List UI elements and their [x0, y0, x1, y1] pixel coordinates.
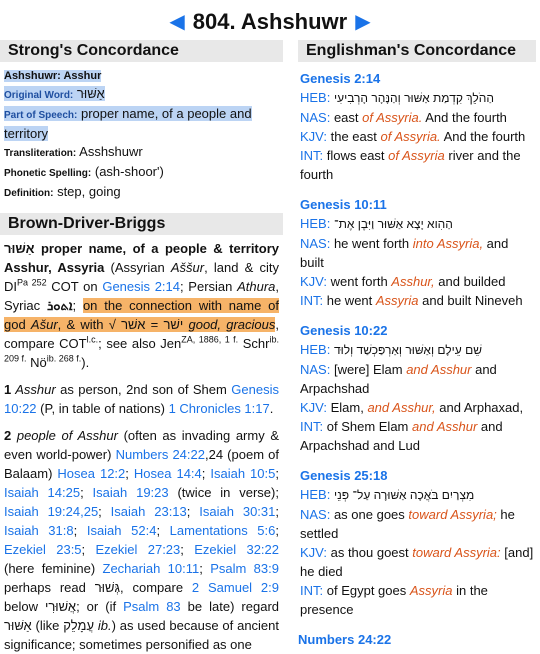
int-text: river and the fourth: [300, 148, 521, 182]
left-column: [0, 40, 283, 652]
nas-line: [300, 108, 534, 127]
concordance-entry: [300, 196, 534, 310]
nas-text: as one goes: [330, 507, 409, 522]
heb-text: מִצְרַיִם בֹּאֲכָה אַשּׁוּרָה עַל־ פְּנֵי: [333, 488, 475, 502]
concordance-entry: [300, 70, 534, 184]
kjv-text: as thou goest: [326, 545, 413, 560]
bdb-hebrew: אֲשׁוּרִי: [44, 599, 77, 614]
bdb-ref-link[interactable]: Ezekiel 32:22: [194, 542, 280, 557]
bdb-text: ;: [72, 298, 83, 313]
kjv-text: [and] he died: [300, 545, 534, 579]
int-text: and built Nineveh: [418, 293, 523, 308]
bdb-ref-link[interactable]: Ezekiel 23:5: [4, 542, 82, 557]
pos-label: Part of Speech:: [4, 110, 78, 121]
bdb-text: as person, 2nd son of Shem: [55, 382, 232, 397]
nas-text: and Arpachshad: [300, 362, 497, 396]
bdb-text: ib.: [94, 618, 112, 633]
kjv-line: [300, 398, 534, 417]
kjv-highlight: of Assyria.: [380, 129, 441, 144]
kjv-highlight: and Asshur,: [367, 400, 436, 415]
bdb-ref-link[interactable]: Lamentations 5:6: [169, 523, 276, 538]
next-entry-ref[interactable]: Numbers 24:22: [298, 632, 392, 647]
bdb-text: ;: [80, 485, 93, 500]
nas-label: NAS:: [300, 362, 331, 377]
int-highlight: of Assyria: [388, 148, 445, 163]
nas-highlight: of Assyria.: [362, 110, 423, 125]
nas-text: and built: [300, 236, 509, 270]
bdb-text: (twice in verse);: [168, 485, 279, 500]
original-word: אַשּׁוּר: [76, 86, 105, 101]
nas-text: he went forth: [330, 236, 413, 251]
int-text: and Arpachshad and Lud: [300, 419, 503, 453]
bdb-highlight: on the connection with name of god: [4, 298, 279, 332]
nas-line: [300, 234, 534, 272]
nas-label: NAS:: [300, 507, 331, 522]
entry-ref-link[interactable]: Genesis 10:11: [300, 197, 387, 212]
bdb-text: ;: [156, 523, 170, 538]
int-line: [300, 146, 534, 184]
bdb-sense-number: 1: [4, 382, 12, 397]
bdb-highlight: good, gracious: [183, 317, 276, 332]
int-label: INT:: [300, 293, 324, 308]
int-line: [300, 581, 534, 619]
bdb-sup: ZA, 1886, 1 f.: [181, 334, 239, 345]
bdb-text: ,24 (poem of Balaam): [4, 447, 279, 481]
englishman-header: Englishman's Concordance: [298, 40, 536, 62]
bdb-highlight-hebrew: ישׁר: [163, 317, 184, 332]
bdb-text: ;: [180, 542, 195, 557]
bdb-text: ;: [275, 466, 279, 481]
int-text: of Shem Elam: [323, 419, 412, 434]
bdb-highlight: Ašur: [30, 317, 58, 332]
title-bar: [0, 6, 540, 38]
kjv-label: KJV:: [300, 400, 327, 415]
bdb-paragraph-intro: [4, 239, 279, 372]
bdb-text: ; see also Jen: [98, 336, 182, 351]
bdb-text: ;: [125, 466, 134, 481]
nas-line: [300, 360, 534, 398]
pos-value: proper name, of a people and: [80, 106, 252, 121]
bdb-names: Asshur, Assyria: [4, 260, 105, 275]
original-word-label: Original Word:: [4, 90, 74, 101]
bdb-highlight-hebrew: אשׁר: [121, 317, 146, 332]
int-highlight: and Asshur: [412, 419, 478, 434]
bdb-ref-link[interactable]: Psalm 83:9: [210, 561, 279, 576]
heb-line: [300, 485, 534, 505]
bdb-sup: Pa 252: [17, 277, 47, 288]
int-highlight: Assyria: [375, 293, 419, 308]
int-line: [300, 291, 534, 310]
int-text: of Egypt goes: [323, 583, 410, 598]
bdb-ref-link[interactable]: Genesis 10:22: [4, 382, 279, 416]
bdb-text: ;: [199, 561, 211, 576]
kjv-text: Elam,: [326, 400, 368, 415]
bdb-block: [0, 235, 283, 654]
bdb-highlight: , & with √: [57, 317, 122, 332]
bdb-text: ;: [73, 523, 87, 538]
bdb-ref-link[interactable]: Hosea 12:2: [57, 466, 126, 481]
entry-ref-link[interactable]: Genesis 2:14: [300, 71, 381, 86]
bdb-hebrew: גְּשׁוּר: [94, 580, 121, 595]
bdb-text: , Syriac: [4, 279, 280, 313]
kjv-highlight: toward Assyria:: [412, 545, 501, 560]
bdb-text: ;: [275, 523, 280, 538]
bdb-text: COT on: [46, 279, 103, 294]
bdb-text: ;: [275, 504, 280, 519]
entry-ref-link[interactable]: Genesis 10:22: [300, 323, 388, 338]
bdb-ref-link[interactable]: Isaiah 31:8: [4, 523, 74, 538]
int-label: INT:: [300, 148, 324, 163]
bdb-ref-link[interactable]: Numbers 24:22: [115, 447, 205, 462]
nas-label: NAS:: [300, 110, 331, 125]
bdb-text: .: [269, 401, 274, 416]
int-text: in the presence: [300, 583, 488, 617]
phonetic-value: (ash-shoor'): [94, 164, 164, 179]
bdb-text: ;: [98, 504, 111, 519]
bdb-ref-link[interactable]: Isaiah 14:25: [4, 485, 81, 500]
bdb-ref-link[interactable]: Isaiah 23:13: [110, 504, 187, 519]
nas-highlight: into Assyria,: [412, 236, 484, 251]
bdb-text: (Assyrian: [104, 260, 171, 275]
bdb-paragraph-1: [4, 380, 279, 418]
concordance-entry: [300, 322, 534, 455]
bdb-persian: Athura: [237, 279, 276, 294]
heb-text: הַהֹלֵךְ קִדְמַת אַשּׁוּר וְהַנָּהָר הָרְבִיעִי: [333, 91, 494, 105]
bdb-text: , compare COT: [4, 317, 279, 351]
heb-label: HEB:: [300, 342, 331, 357]
bdb-text: be late) regard: [180, 599, 280, 614]
bdb-sense-number: 2: [4, 428, 12, 443]
translit-label: Transliteration:: [4, 148, 77, 159]
kjv-label: KJV:: [300, 545, 327, 560]
bdb-hebrew-word: אַשּׁוּר: [4, 241, 35, 256]
nas-text: he settled: [300, 507, 515, 541]
bdb-text: ; or (if: [76, 599, 124, 614]
nas-text: east: [330, 110, 363, 125]
next-arrow-icon[interactable]: ▶: [355, 11, 371, 33]
bdb-text: Asshur: [11, 382, 56, 397]
bdb-text: (here feminine): [4, 561, 103, 576]
nas-text: And the fourth: [422, 110, 507, 125]
nas-highlight: toward Assyria;: [408, 507, 497, 522]
int-label: INT:: [300, 419, 324, 434]
int-line: [300, 417, 534, 455]
bdb-text: Nö: [26, 355, 47, 370]
bdb-text: , compare: [120, 580, 192, 595]
phonetic-label: Phonetic Spelling:: [4, 168, 92, 179]
bdb-text: people of Asshur: [11, 428, 118, 443]
bdb-text: below: [4, 599, 45, 614]
bdb-highlight: =: [145, 317, 164, 332]
kjv-text: the east: [326, 129, 381, 144]
int-text: he went: [323, 293, 376, 308]
bdb-text: perhaps read: [4, 580, 95, 595]
kjv-text: and Arphaxad,: [435, 400, 524, 415]
bdb-ref-link[interactable]: Isaiah 19:24,25: [4, 504, 99, 519]
bdb-text: ;: [186, 504, 200, 519]
bdb-text: (like: [31, 618, 64, 633]
strongs-block: [0, 62, 283, 203]
bdb-ref-link[interactable]: Ezekiel 27:23: [95, 542, 181, 557]
bdb-text: ).: [81, 355, 90, 370]
nas-label: NAS:: [300, 236, 331, 251]
bdb-text: Schr: [238, 336, 270, 351]
nas-highlight: and Asshur: [406, 362, 472, 377]
bdb-ref-link[interactable]: Isaiah 19:23: [92, 485, 169, 500]
heb-label: HEB:: [300, 487, 331, 502]
bdb-sup: ib. 209 f.: [4, 334, 280, 364]
page-title: 804. Ashshuwr: [192, 9, 348, 34]
heb-label: HEB:: [300, 90, 331, 105]
kjv-label: KJV:: [300, 129, 327, 144]
word-title: Ashshuwr: Asshur: [4, 70, 102, 82]
bdb-ref-link[interactable]: Zechariah 10:11: [102, 561, 200, 576]
bdb-text: ;: [81, 542, 96, 557]
bdb-sup: l.c.: [86, 334, 99, 345]
bdb-headword: proper name, of a people & territory: [40, 241, 279, 256]
bdb-hebrew: עֲמָלֵק: [63, 618, 95, 633]
bdb-text: ; Persian: [180, 279, 238, 294]
bdb-text: , land & city DI: [4, 260, 280, 294]
bdb-text: ;: [201, 466, 211, 481]
bdb-ref-link[interactable]: Hosea 14:4: [133, 466, 202, 481]
definition-value: step, going: [57, 184, 121, 199]
int-highlight: Assyria: [409, 583, 453, 598]
bdb-text: ) as used because of ancient significance; sometimes personified as one: [4, 618, 280, 652]
kjv-highlight: Asshur,: [391, 274, 435, 289]
right-column: [298, 40, 536, 647]
bdb-text: (P, in table of nations): [36, 401, 169, 416]
bdb-syriac-glyph: ܐܬܘܪ: [46, 298, 73, 313]
bdb-ref-link[interactable]: Isaiah 10:5: [210, 466, 276, 481]
entry-ref-link[interactable]: Genesis 25:18: [300, 468, 388, 483]
heb-line: [300, 340, 534, 360]
bdb-ref-link[interactable]: Genesis 2:14: [102, 279, 181, 294]
bdb-assyrian: Aššur: [170, 260, 205, 275]
strongs-header: Strong's Concordance: [0, 40, 283, 62]
kjv-line: [300, 127, 534, 146]
bdb-ref-link[interactable]: Psalm 83: [123, 599, 181, 614]
bdb-ref-link[interactable]: 2 Samuel 2:9: [191, 580, 279, 595]
kjv-label: KJV:: [300, 274, 327, 289]
heb-text: הַהִוא יָצָא אַשּׁוּר וַיִּבֶן אֶת־: [333, 217, 453, 231]
bdb-ref-link[interactable]: Isaiah 52:4: [86, 523, 157, 538]
nas-line: [300, 505, 534, 543]
concordance-entry: [300, 467, 534, 619]
int-text: flows east: [323, 148, 389, 163]
heb-text: שֵׁם עֵילָם וְאַשּׁוּר וְאַרְפַּכְשַׁד וְלוּד: [333, 343, 482, 357]
previous-arrow-icon[interactable]: ◀: [169, 11, 185, 33]
bdb-ref-link[interactable]: Isaiah 30:31: [199, 504, 276, 519]
heb-line: [300, 214, 534, 234]
nas-text: [were] Elam: [330, 362, 407, 377]
bdb-header: Brown-Driver-Briggs: [0, 213, 283, 235]
kjv-text: And the fourth: [440, 129, 526, 144]
definition-label: Definition:: [4, 188, 54, 199]
kjv-line: [300, 543, 534, 581]
heb-line: [300, 88, 534, 108]
int-label: INT:: [300, 583, 324, 598]
bdb-paragraph-2: [4, 426, 279, 654]
bdb-ref-link[interactable]: 1 Chronicles 1:17: [168, 401, 270, 416]
kjv-line: [300, 272, 534, 291]
kjv-text: went forth: [326, 274, 392, 289]
pos-value-cont: territory: [4, 126, 49, 141]
heb-label: HEB:: [300, 216, 331, 231]
bdb-sup: ib. 268 f.: [46, 353, 82, 364]
kjv-text: and builded: [434, 274, 506, 289]
bdb-text: (often as invading army & even world-power): [4, 428, 279, 462]
bdb-hebrew: אַשּׁוּר: [4, 618, 32, 633]
translit-value: Asshshuwr: [79, 144, 143, 159]
concordance-entries: [298, 62, 536, 619]
